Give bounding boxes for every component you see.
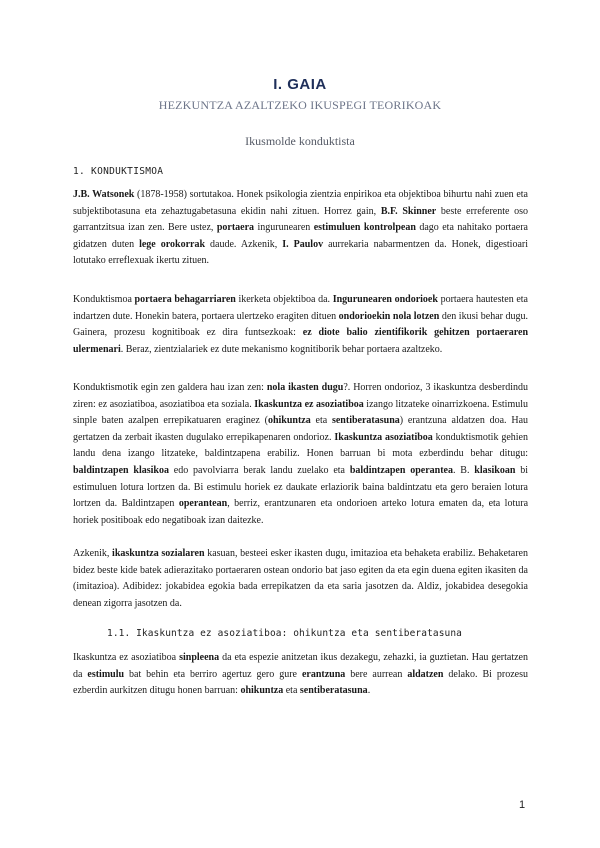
- text: ingurunearen: [254, 222, 314, 234]
- text: beste erreferente oso garrantzitsua izan zen. Bere ustez,: [73, 205, 528, 234]
- text: konduktismotik gehien landu dena izango litzateke, baldintzapena erabiliz. Honen barruan bi mota ezberdindu behar ditugu:: [73, 431, 528, 460]
- text: eta: [283, 685, 300, 697]
- bold-text: B.F. Skinner: [380, 205, 437, 217]
- paragraph-watson: [73, 187, 528, 270]
- text: bere aurrean: [345, 668, 408, 680]
- heading-konduktismoa: 1. KONDUKTISMOA: [73, 166, 164, 177]
- bold-text: portaera behagarriaren: [134, 294, 236, 305]
- bold-text: I. Paulov: [282, 238, 324, 250]
- bold-text: portaera: [216, 222, 255, 234]
- bold-text: estimuluen kontrolpean: [313, 222, 416, 234]
- bold-text: lege orokorrak: [139, 238, 206, 250]
- text: .: [367, 685, 371, 697]
- text: , berriz, erantzunaren eta ondorioen arteko lotura ematen da, eta lotura horiek positiboak edo negatiboak izan daitezke.: [73, 498, 529, 526]
- bold-text: sentiberatasuna: [331, 415, 400, 427]
- text: ) erantzuna aldatzen doa. Hau gertatzen da zerbait ikasten dugulako errepikapenaren ondorioz.: [73, 415, 529, 443]
- paragraph-ez-asoziatiboa: [73, 650, 528, 700]
- text: eta: [310, 415, 332, 427]
- text: edo pavolviarra berak landu zuelako eta: [168, 464, 350, 476]
- paragraph-soziala: [73, 546, 528, 612]
- bold-text: erantzuna: [301, 668, 346, 680]
- text: izango litzateke oinarrizkoena. Estimulu sinple baten azalpen errepikatuaren eraginez (: [73, 398, 529, 427]
- bold-text: ondorioekin nola lotzen: [338, 310, 440, 322]
- heading-ikaskuntza-ez-asoziatiboa: 1.1. Ikaskuntza ez asoziatiboa: ohikuntza eta sentiberatasuna: [107, 628, 462, 639]
- text: da eta espezie anitzetan ikus dezakegu, zehazki, ia guztietan. Hau gertatzen da: [73, 652, 528, 680]
- bold-text: J.B. Watsonek: [73, 189, 135, 200]
- paragraph-konduktismoa: [73, 292, 528, 358]
- chapter-subtitle: HEZKUNTZA AZALTZEKO IKUSPEGI TEORIKOAK: [158, 98, 442, 112]
- paragraph-ikaskuntza: [73, 380, 528, 529]
- bold-text: ez diote balio zientifikorik gehitzen portaeraren ulermenari: [73, 327, 529, 355]
- bold-text: estimulu: [87, 668, 125, 680]
- page-number: 1: [519, 799, 526, 811]
- text: Azkenik,: [73, 548, 113, 559]
- text: ikerketa objektiboa da.: [235, 294, 333, 305]
- bold-text: ohikuntza: [267, 415, 311, 427]
- text: Konduktismotik egin zen galdera hau izan zen:: [73, 382, 267, 393]
- bold-text: Ingurunearen ondorioek: [332, 294, 438, 305]
- bold-text: sinpleena: [179, 652, 220, 663]
- text: daude. Azkenik,: [205, 238, 283, 250]
- text: . B.: [452, 464, 475, 476]
- text: bi estimuluen lotura lortzen da. Bi estimulu horiek ez daukate erlaziorik baina baldintzatu eta gero beraien lotura lortzen da. Baldintzapen: [73, 464, 528, 510]
- text: Ikaskuntza ez asoziatiboa: [73, 652, 180, 663]
- text: ?. Horren ondorioz, 3 ikaskuntza desberdindu ziren: ez asoziatiboa, asoziatiboa eta soziala.: [73, 382, 528, 410]
- bold-text: baldintzapen klasikoa: [73, 464, 169, 476]
- bold-text: aldatzen: [407, 668, 444, 680]
- chapter-title: I. GAIA: [273, 76, 327, 93]
- bold-text: sentiberatasuna: [299, 685, 368, 697]
- text: kasuan, besteei esker ikasten dugu, imitazioa eta behaketa erabiliz. Behaketaren bidez beste kide batek adierazitako portaeraren ostean ondorio bat jaso egiten da eta egin duena egiten ikasiten da (imitazioa). Adibidez: jokabidea egokia bada errepikatzen da eta saria jasotzen da. Aldiz, jokabidea desegokia denean zigorra jasotzen da.: [73, 548, 528, 609]
- text: Konduktismoa: [73, 294, 135, 305]
- text: delako. Bi prozesu ezberdin aurkitzen ditugu honen barruan:: [73, 668, 528, 697]
- text: portaera hautesten eta indartzen dute. Honekin batera, portaera ulertzeko eragiten dituen: [73, 294, 528, 322]
- bold-text: Ikaskuntza ez asoziatiboa: [254, 398, 364, 410]
- bold-text: operantean: [178, 498, 228, 510]
- bold-text: nola ikasten dugu: [266, 382, 344, 393]
- text: dago eta nahitako portaera gidatzen duten: [73, 222, 528, 250]
- bold-text: Ikaskuntza asoziatiboa: [334, 431, 433, 443]
- text: den ikusi behar dugu. Gainera, prozesu kognitiboak ez dira funtsezkoak:: [73, 310, 529, 339]
- text: bat behin eta berriro agertuz gero gure: [124, 668, 302, 680]
- bold-text: baldintzapen operantea: [349, 464, 453, 476]
- section-title: Ikusmolde konduktista: [245, 134, 355, 148]
- bold-text: ikaskuntza sozialaren: [112, 548, 205, 559]
- bold-text: klasikoan: [474, 464, 516, 476]
- text: (1878-1958) sortutakoa. Honek psikologia zientzia enpirikoa eta objektiboa bihurtu nahi zuen eta subjektibotasuna eta zehaztugabetasuna ekidin nahi zituen. Horrez gain,: [73, 189, 528, 217]
- text: . Beraz, zientzialariek ez dute mekanismo kognitiborik behar portaera azaltzeko.: [120, 343, 443, 355]
- bold-text: ohikuntza: [240, 685, 284, 697]
- text: aurrekaria nabarmentzen da. Honek, digestioari lotutako erreflexuak ikertu zituen.: [73, 238, 528, 267]
